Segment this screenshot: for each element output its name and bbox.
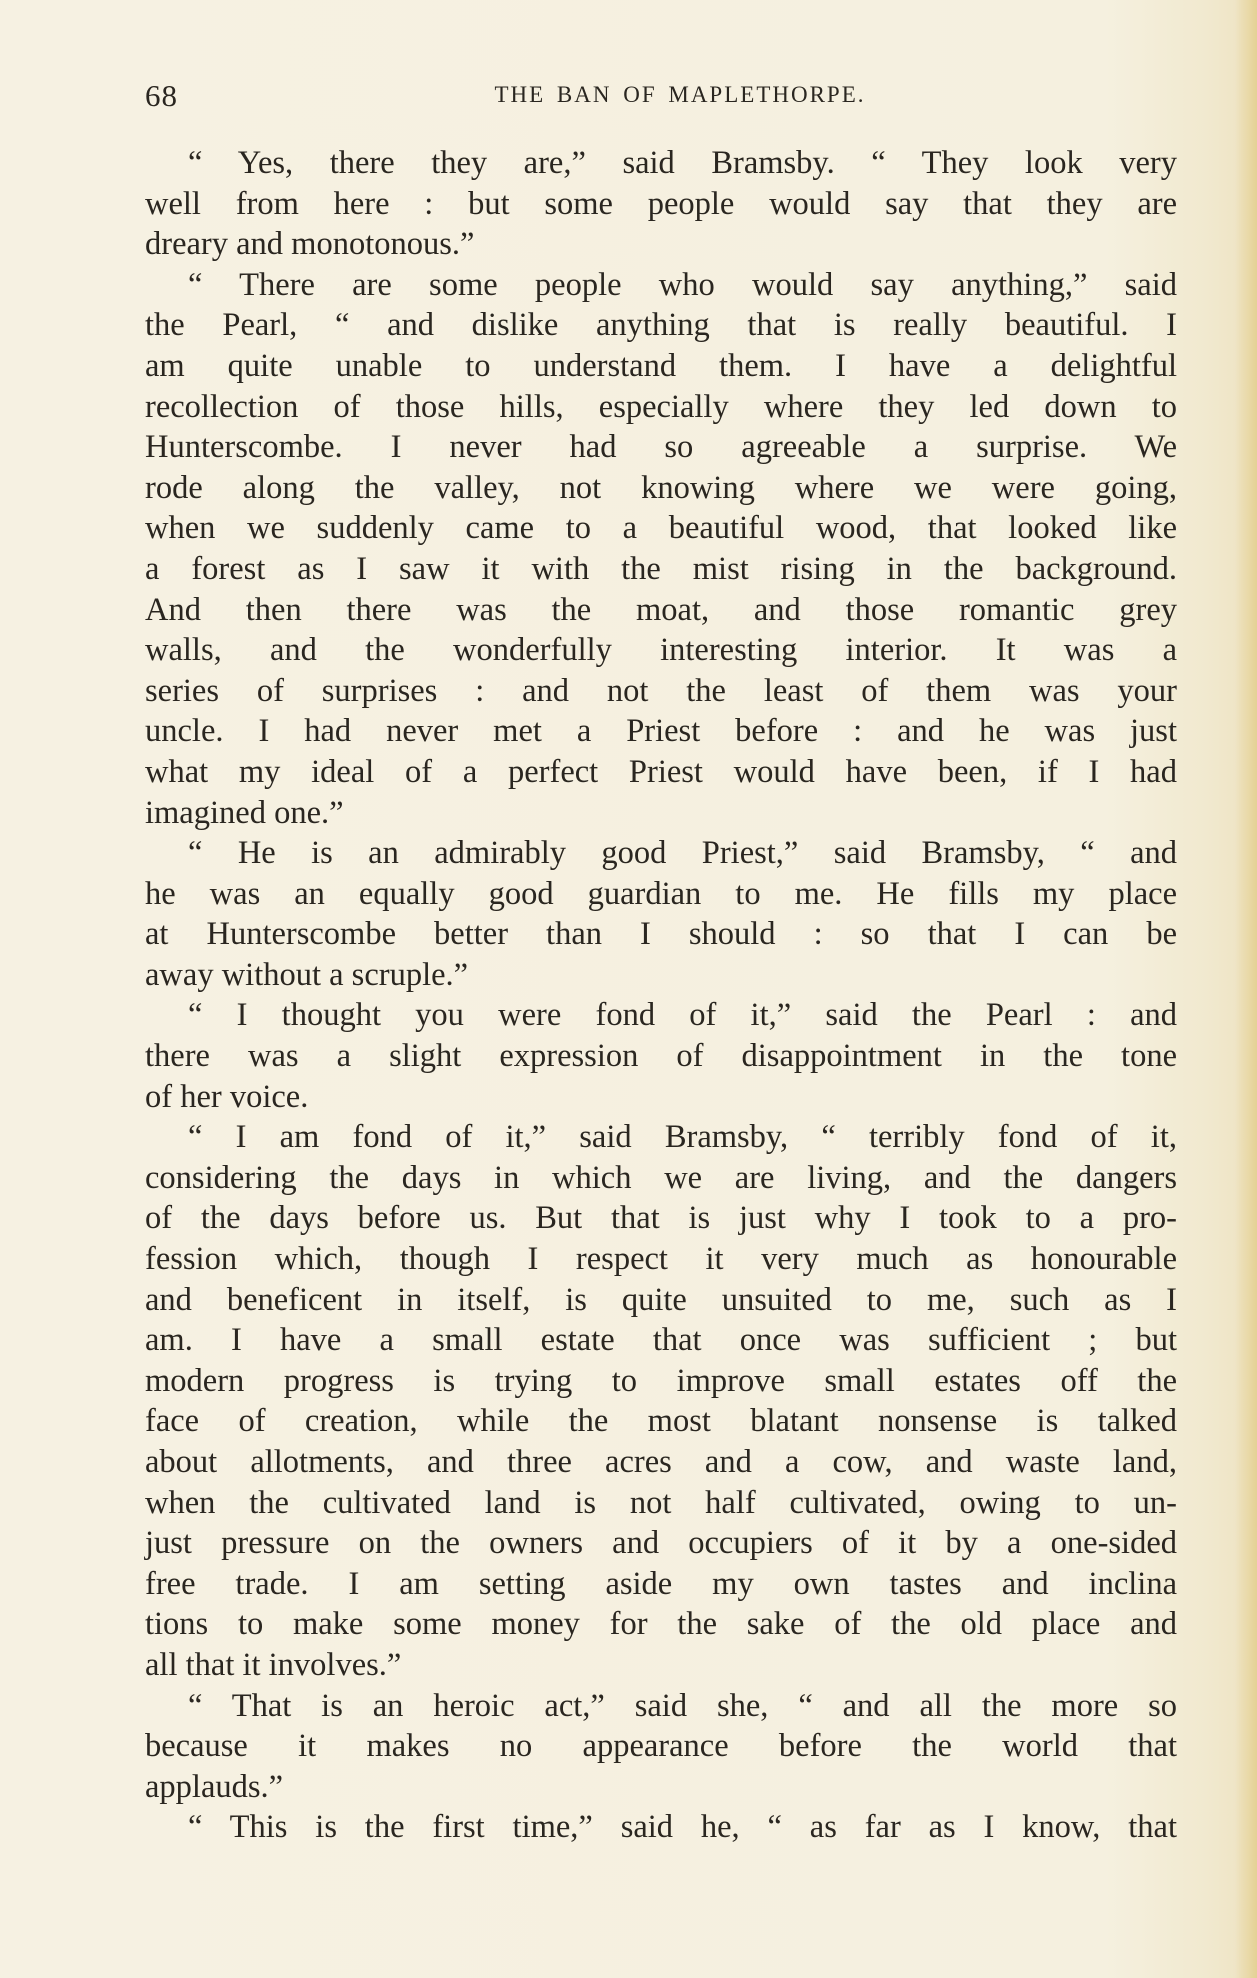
text-line: “ There are some people who would say anything,” said: [188, 266, 1177, 303]
text-line: recollection of those hills, especially where they led down to: [145, 388, 1177, 425]
text-line: what my ideal of a perfect Priest would have been, if I had: [145, 753, 1177, 790]
text-line: the Pearl, “ and dislike anything that is really beautiful. I: [145, 307, 1177, 344]
text-line: fession which, though I respect it very much as honourable: [145, 1241, 1177, 1278]
text-line: walls, and the wonderfully interesting interior. It was a: [145, 632, 1177, 669]
text-line: “ That is an heroic act,” said she, “ and all the more so: [188, 1687, 1177, 1724]
text-line: all that it involves.”: [145, 1646, 402, 1683]
page-edge-shading: [1235, 0, 1257, 1978]
text-line: series of surprises : and not the least of them was your: [145, 672, 1177, 709]
text-line: modern progress is trying to improve small estates off the: [145, 1362, 1177, 1399]
text-line: dreary and monotonous.”: [145, 226, 475, 263]
text-line: “ Yes, there they are,” said Bramsby. “ They look very: [188, 145, 1177, 181]
page-header: [145, 78, 1175, 118]
text-line: about allotments, and three acres and a cow, and waste land,: [145, 1444, 1177, 1480]
text-line: there was a slight expression of disappointment in the tone: [145, 1038, 1177, 1075]
text-line: “ I thought you were fond of it,” said the Pearl : and: [188, 997, 1177, 1034]
text-line: away without a scruple.”: [145, 956, 469, 993]
text-line: am. I have a small estate that once was sufficient ; but: [145, 1322, 1177, 1359]
text-line: when the cultivated land is not half cultivated, owing to un-: [145, 1484, 1177, 1521]
text-line: at Hunterscombe better than I should : so that I can be: [145, 916, 1177, 953]
text-line: free trade. I am setting aside my own tastes and inclina: [145, 1565, 1177, 1602]
text-line: uncle. I had never met a Priest before : and he was just: [145, 713, 1177, 750]
text-line: well from here : but some people would say that they are: [145, 185, 1177, 222]
text-line: imagined one.”: [145, 794, 344, 831]
text-line: tions to make some money for the sake of the old place and: [145, 1606, 1177, 1643]
text-line: just pressure on the owners and occupiers of it by a one-sided: [145, 1525, 1177, 1562]
text-line: of the days before us. But that is just why I took to a pro-: [145, 1200, 1177, 1237]
text-line: am quite unable to understand them. I have a delightful: [145, 347, 1177, 384]
text-line: considering the days in which we are living, and the dangers: [145, 1159, 1177, 1196]
text-line: And then there was the moat, and those romantic grey: [145, 591, 1177, 628]
text-line: “ He is an admirably good Priest,” said Bramsby, “ and: [188, 835, 1177, 872]
body-text: [145, 143, 1177, 1848]
text-line: he was an equally good guardian to me. He fills my place: [145, 875, 1177, 912]
text-line: a forest as I saw it with the mist rising in the background.: [145, 550, 1177, 587]
text-line: “ I am fond of it,” said Bramsby, “ terribly fond of it,: [188, 1119, 1177, 1156]
text-line: because it makes no appearance before the world that: [145, 1728, 1177, 1765]
text-line: and beneficent in itself, is quite unsuited to me, such as I: [145, 1281, 1177, 1318]
text-line: Hunterscombe. I never had so agreeable a surprise. We: [145, 429, 1177, 466]
text-line: “ This is the first time,” said he, “ as far as I know, that: [188, 1809, 1177, 1846]
text-line: applauds.”: [145, 1768, 284, 1805]
page-number: 68: [145, 78, 178, 113]
text-line: rode along the valley, not knowing where we were going,: [145, 469, 1177, 506]
running-title: THE BAN OF MAPLETHORPE.: [494, 82, 866, 107]
text-line: of her voice.: [145, 1078, 309, 1115]
text-line: when we suddenly came to a beautiful wood, that looked like: [145, 510, 1177, 547]
text-line: face of creation, while the most blatant nonsense is talked: [145, 1403, 1177, 1440]
